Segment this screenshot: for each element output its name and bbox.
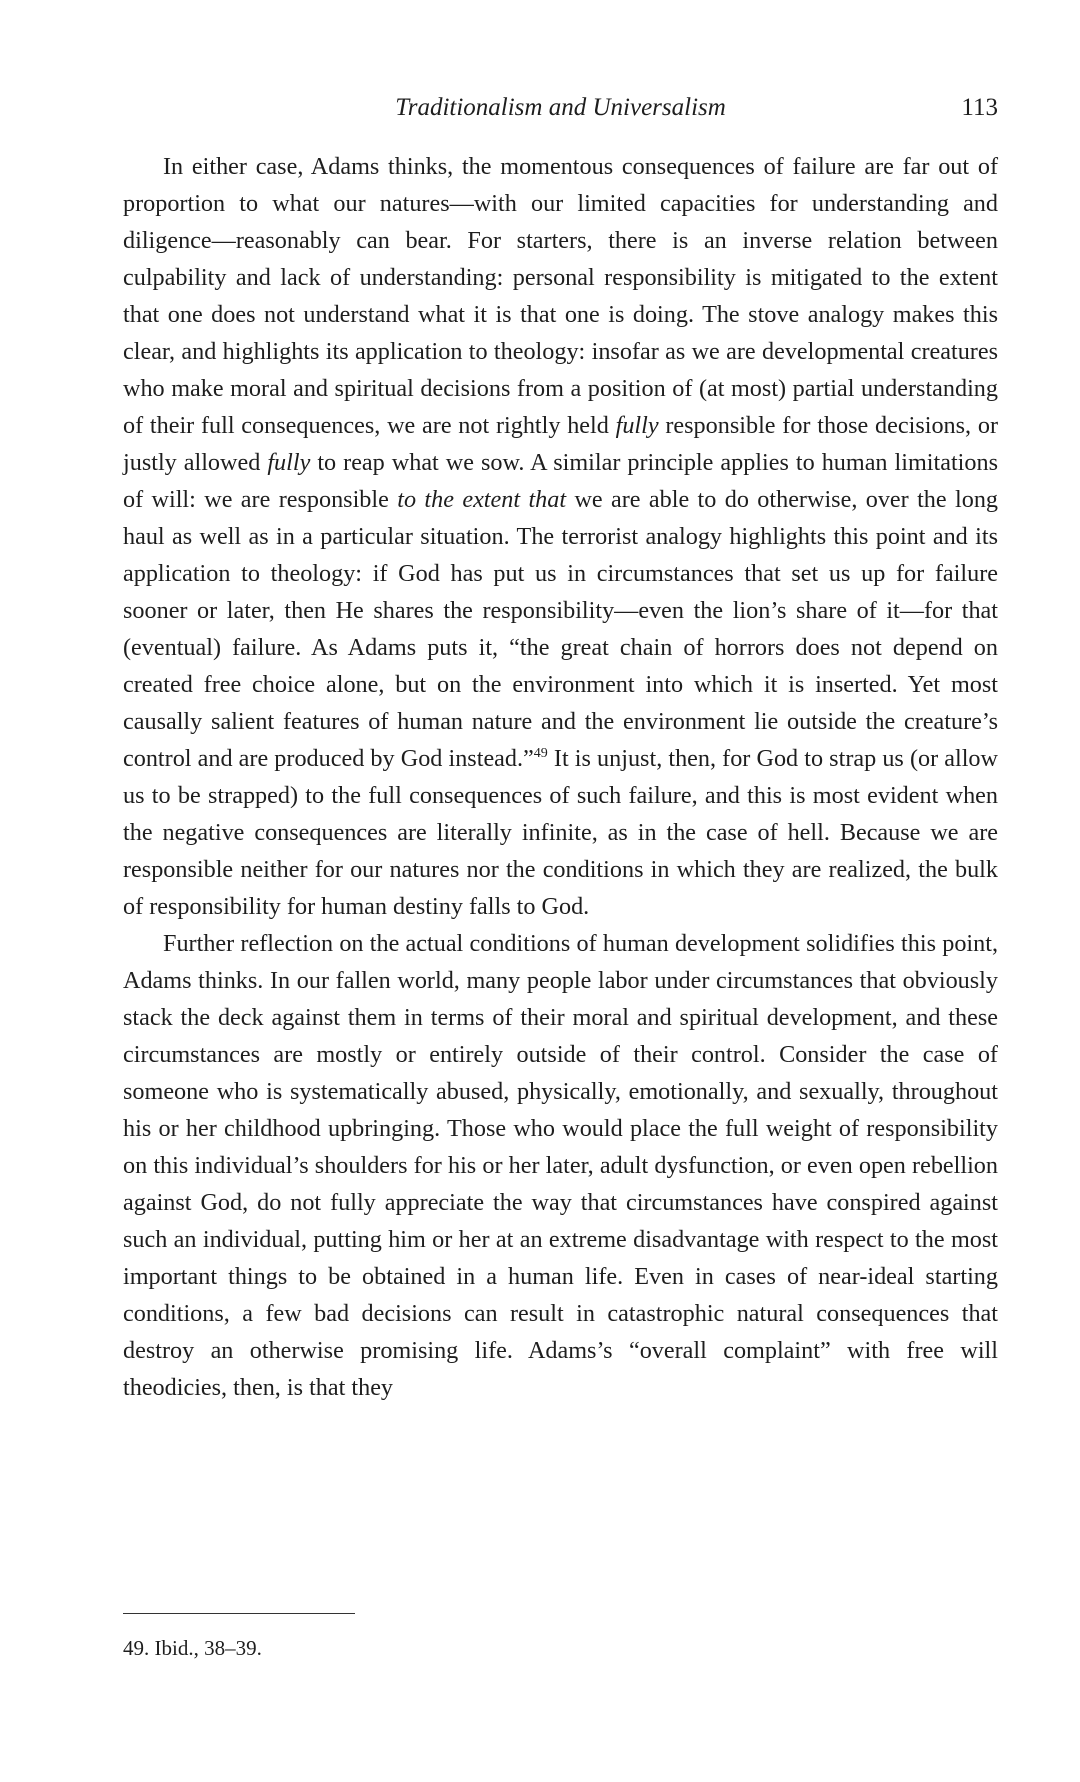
running-title: Traditionalism and Universalism [395,94,726,121]
text-run: In either case, Adams thinks, the momentous consequences of failure are far out of proportion to what our natures—with our limited capacities for understanding and diligence—reasonably can bear. For starters, there is an inverse relation between culpability and lack of understanding: personal responsibility is mitigated to the extent that one does not understand what it is that one is doing. The stove analogy makes this clear, and highlights its application to theology: insofar as we are developmental creatures who make moral and spiritual decisions from a position of (at most) partial understanding of their full consequences, we are not rightly held [123,153,998,439]
paragraph: Further reflection on the actual conditions of human development solidifies this point, Adams thinks. In our fallen world, many people labor under circumstances that obviously stack the deck against them in terms of their moral and spiritual development, and these circumstances are mostly or entirely outside of their control. Consider the case of someone who is systematically abused, physically, emotionally, and sexually, throughout his or her childhood upbringing. Those who would place the full weight of responsibility on this individual’s shoulders for his or her later, adult dysfunction, or even open rebellion against God, do not fully appreciate the way that circumstances have conspired against such an individual, putting him or her at an extreme disadvantage with respect to the most important things to be obtained in a human life. Even in cases of near-ideal starting conditions, a few bad decisions can result in catastrophic natural consequences that destroy an otherwise promising life. Adams’s “overall complaint” with free will theodicies, then, is that they [123,930,998,1401]
emphasis: fully [267,449,311,476]
text-run: to reap what we sow. A similar principle applies to human limitations of will: we are responsible [123,449,998,513]
body-text [123,148,998,1406]
page-number: 113 [961,94,998,121]
text-run: responsible for those decisions, or justly allowed [123,412,998,476]
emphasis: fully [615,412,659,439]
footnote: 49. Ibid., 38–39. [123,1636,262,1660]
footnote-divider [123,1613,355,1614]
text-run: we are able to do otherwise, over the long haul as well as in a particular situation. The terrorist analogy highlights this point and its application to theology: if God has put us in circumstances that set us up for failure sooner or later, then He shares the responsibility—even the lion’s share of it—for that (eventual) failure. As Adams puts it, “the great chain of horrors does not depend on created free choice alone, but on the environment into which it is inserted. Yet most causally salient features of human nature and the environment lie outside the creature’s control and are produced by God instead.” [123,486,999,772]
page-header [123,88,998,128]
emphasis: to the extent that [397,486,567,513]
paragraph [123,148,998,925]
text-run: It is unjust, then, for God to strap us (or allow us to be strapped) to the full consequences of such failure, and this is most evident when the negative consequences are literally infinite, as in the case of hell. Because we are responsible neither for our natures nor the conditions in which they are realized, the bulk of responsibility for human destiny falls to God. [123,745,998,920]
footnote-reference[interactable]: 49 [533,745,548,761]
